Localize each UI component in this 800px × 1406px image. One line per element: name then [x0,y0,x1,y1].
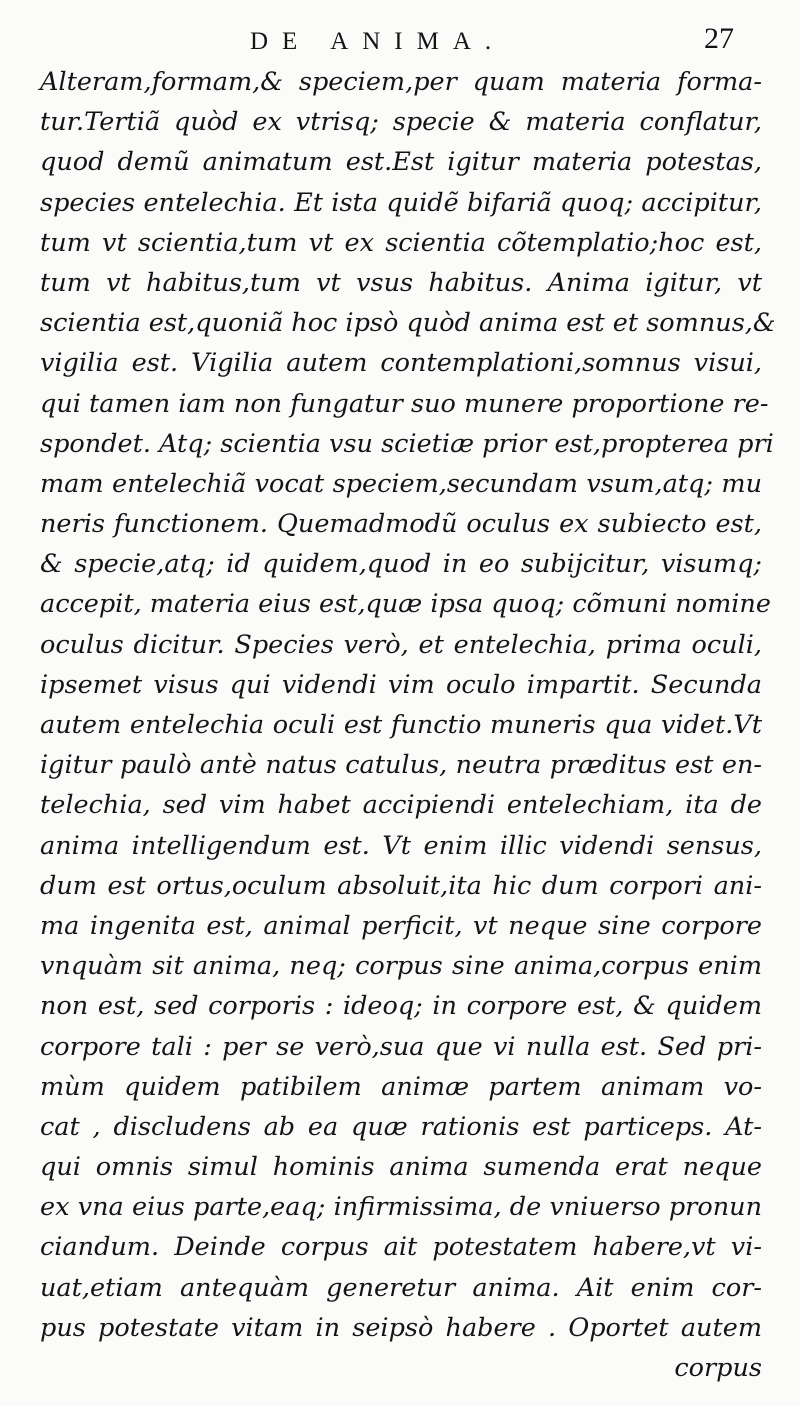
text-line: telechia, sed vim habet accipiendi entelechiam, ita de [40,790,762,821]
text-line: uat,etiam antequàm generetur anima. Ait enim cor- [40,1272,762,1303]
text-line: quod demũ animatum est.Est igitur materia potestas, [40,147,762,178]
catchword: corpus [674,1353,762,1383]
text-line: ipsemet visus qui videndi vim oculo impartit. Secunda [40,669,762,700]
text-line: pus potestate vitam in seipsò habere . Oportet autem [40,1312,762,1343]
text-line: mùm quidem patibilem animæ partem animam vo- [40,1071,762,1102]
text-line: cat , discludens ab ea quæ rationis est particeps. At- [40,1111,762,1142]
text-line: corpore tali : per se verò,sua que vi nulla est. Sed pri- [40,1031,762,1062]
text-line: oculus dicitur. Species verò, et entelechia, prima oculi, [40,629,762,660]
text-line: non est, sed corporis : ideoq; in corpore est, & quidem [40,991,762,1022]
text-line: qui tamen iam non fungatur suo munere proportione re- [40,388,769,419]
running-head [0,22,800,62]
text-line: anima intelligendum est. Vt enim illic videndi sensus, [40,830,762,861]
text-line: vigilia est. Vigilia autem contemplationi,somnus visui, [40,348,762,379]
text-line: Alteram,formam,& speciem,per quam materia forma- [40,67,762,97]
text-line: tum vt habitus,tum vt vsus habitus. Anima igitur, vt [40,267,762,298]
text-line: ciandum. Deinde corpus ait potestatem habere,vt vi- [40,1232,762,1263]
text-line: neris functionem. Quemadmodũ oculus ex subiecto est, [40,509,762,540]
text-line: mam entelechiã vocat speciem,secundam vsum,atq; mu [40,468,762,499]
text-line: dum est ortus,oculum absoluit,ita hic dum corpori ani- [40,870,762,901]
text-line: ma ingenita est, animal perficit, vt neque sine corpore [40,910,762,941]
page-number: 27 [704,22,734,55]
text-line: ex vna eius parte,eaq; infirmissima, de vniuerso pronun [40,1192,762,1223]
text-line: vnquàm sit anima, neq; corpus sine anima,corpus enim [40,951,762,982]
body-text [40,62,776,1388]
text-line: accepit, materia eius est,quæ ipsa quoq; cõmuni nomine [40,589,771,620]
text-line: igitur paulò antè natus catulus, neutra præditus est en- [40,750,762,781]
text-line: tur.Tertiã quòd ex vtrisq; specie & materia conflatur, [40,107,762,138]
text-line: species entelechia. Et ista quidẽ bifariã quoq; accipitur, [40,187,762,218]
text-line: scientia est,quoniã hoc ipsò quòd anima est et somnus,& [40,308,776,339]
text-line: & specie,atq; id quidem,quod in eo subijcitur, visumq; [40,549,762,580]
text-line: spondet. Atq; scientia vsu scietiæ prior est,propterea pri [40,428,774,459]
text-line: autem entelechia oculi est functio muneris qua videt.Vt [40,710,762,740]
running-title: DE ANIMA. [250,28,506,55]
text-line: qui omnis simul hominis anima sumenda erat neque [40,1152,762,1183]
text-line: tum vt scientia,tum vt ex scientia cõtemplatio;hoc est, [40,227,762,258]
